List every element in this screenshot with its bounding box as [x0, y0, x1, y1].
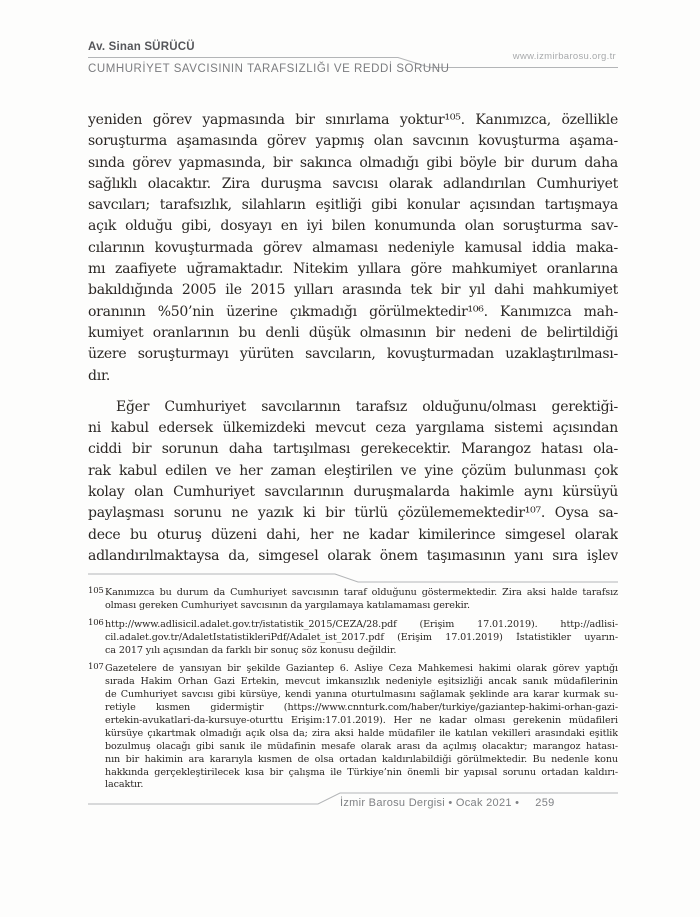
footnote-line: sırada Hakim Orhan Gazi Ertekin, mevcut imkansızlık nedeniyle eşitsizliği ancak sanık müdafilerinin [105, 676, 618, 688]
body-line: paylaşması sorunu ne yazık ki bir türlü çözülememektedir¹⁰⁷. Oysa sa- [88, 505, 618, 522]
document-title: CUMHURİYET SAVCISININ TARAFSIZLIĞI VE REDDİ SORUNU [88, 63, 450, 75]
body-line: adlandırılmaktaysa da, simgesel olarak önem taşımasının yanı sıra işlev [88, 547, 618, 564]
footnote [88, 619, 618, 658]
body-line: bakıldığında 2005 ile 2015 yılları arasında tek bir yıl dahi mahkumiyet [88, 282, 618, 299]
body-line: soruşturma aşamasında görev yapmış olan savcının kovuşturma aşama- [88, 133, 618, 150]
footnote-text [105, 587, 618, 613]
paragraph [88, 110, 618, 387]
footnote-number: 105 [88, 586, 104, 596]
body-line: dır. [88, 367, 111, 384]
body-text [88, 110, 618, 567]
journal-name: İzmir Barosu Dergisi • Ocak 2021 • [340, 797, 520, 809]
author-name: Av. Sinan SÜRÜCÜ [88, 41, 195, 53]
body-line: rak kabul edilen ve her zaman eleştirilen ve yine çözüm bulunması çok [88, 462, 618, 479]
footnote-separator-rule [88, 572, 618, 584]
footnote-number: 107 [88, 662, 104, 673]
body-line: açık olduğu gibi, dosyayı en iyi bilen konumunda olan soruşturma sav- [88, 218, 618, 235]
footnote-line: ertekin-avukatlari-da-kursuye-oturttu Erişim:17.01.2019). Her ne kadar olması gerekenin müdafileri [105, 715, 618, 727]
paragraph [88, 397, 618, 567]
footnote-text [105, 619, 618, 658]
body-line: dece bu oturuş düzeni dahi, her ne kadar kimilerince simgesel olarak [88, 526, 618, 543]
body-line: cılarının kovuşturmada görev almaması nedeniyle kamusal iddia maka- [88, 239, 618, 256]
body-line: oranının %50’nin üzerine çıkmadığı görülmektedir¹⁰⁶. Kanımızca mah- [88, 303, 618, 320]
body-line: Eğer Cumhuriyet savcılarının tarafsız olduğunu/olması gerektiği- [116, 398, 618, 415]
body-line: kumiyet oranlarının bu denli düşük olmasının bir nedeni de belirtildiği [88, 324, 618, 341]
footnote-line: http://www.adlisicil.adalet.gov.tr/istatistik_2015/CEZA/28.pdf (Erişim 17.01.2019). http://adlisi- [105, 618, 618, 630]
paragraphs [88, 110, 618, 567]
body-line: ni kabul edersek ülkemizdeki mevcut ceza yargılama sistemi açısından [88, 420, 618, 437]
footnote-line: kürsüye çıkartmak olmadığı açık olsa da; zira aksi halde müdafiler ile katılan vekilleri arasındaki eşitlik [105, 727, 618, 739]
page-number: 259 [535, 797, 555, 809]
footnote [88, 587, 618, 613]
body-line: mı zaafiyete uğramaktadır. Nitekim yıllara göre mahkumiyet oranlarına [88, 261, 618, 278]
body-line: üzere soruşturmayı yürüten savcıların, kovuşturmadan uzaklaştırılması- [88, 346, 618, 363]
footnote [88, 663, 618, 792]
footnote-line: olması gereken Cumhuriyet savcısının da yargılamaya katılamaması gerekir. [105, 599, 470, 611]
body-line: yeniden görev yapmasında bir sınırlama yoktur¹⁰⁵. Kanımızca, özellikle [88, 112, 618, 128]
footnote-line: hakkında gerçekleştirilecek kısa bir çalışma ile Türkiye’nin önemli bir yapısal sorunu ortadan kaldırı- [105, 766, 618, 778]
footnotes-list [88, 587, 618, 792]
footnote-text [105, 663, 618, 792]
footnote-line: ca 2017 yılı açısından da farklı bir sonuç söz konusu değildir. [105, 644, 397, 656]
footnotes-section [88, 587, 618, 798]
website-url: www.izmirbarosu.org.tr [512, 51, 616, 62]
footnote-line: bozulmuş olacağı gibi sanık ile müdafinin mesafe olarak arası da açılmış olacaktır; marangoz hatası- [105, 740, 618, 752]
footnote-line: Gazetelere de yansıyan bir şekilde Gaziantep 6. Asliye Ceza Mahkemesi hakimi olarak görev yaptığı [105, 663, 618, 675]
body-line: kolay olan Cumhuriyet savcılarının duruşmalarda hakimle aynı kürsüyü [88, 484, 618, 501]
footnote-number: 106 [88, 617, 104, 628]
footnote-line: de Cumhuriyet savcısı gibi kürsüye, kendi yanına oturtulmasını sağlamak şeklinde ara karar kurmak su- [105, 689, 618, 701]
page-footer [340, 797, 555, 809]
footnote-line: nın bir hakimin ara kararıyla kısmen de olsa ortadan kaldırılabildiği görülmektedir. Bu nedenle konu [105, 753, 618, 765]
footnote-line: retiyle kısmen gidermiştir (https://www.cnnturk.com/haber/turkiye/gaziantep-hakimi-orhan-gazi- [105, 702, 618, 714]
body-line: savcıları; tarafsızlık, silahların eşitliği gibi konular açısından tartışmaya [88, 197, 618, 214]
body-line: sağlıklı olacaktır. Zira duruşma savcısı olarak adlandırılan Cumhuriyet [88, 175, 618, 192]
body-line: ciddi bir sorunun daha tartışılması gerekecektir. Marangoz hatası ola- [88, 441, 618, 458]
footnote-line: cil.adalet.gov.tr/AdaletIstatistikleriPdf/Adalet_ist_2017.pdf (Erişim 17.01.2019) İstatistikler uyarın- [105, 631, 618, 643]
footnote-line: Kanımızca bu durum da Cumhuriyet savcısının taraf olduğunu göstermektedir. Zira aksi halde tarafsız [105, 587, 618, 598]
body-line: sında görev yapmasında, bir sakınca olmadığı gibi böyle bir durum daha [88, 154, 618, 171]
footnote-line: lacaktır. [105, 779, 144, 791]
